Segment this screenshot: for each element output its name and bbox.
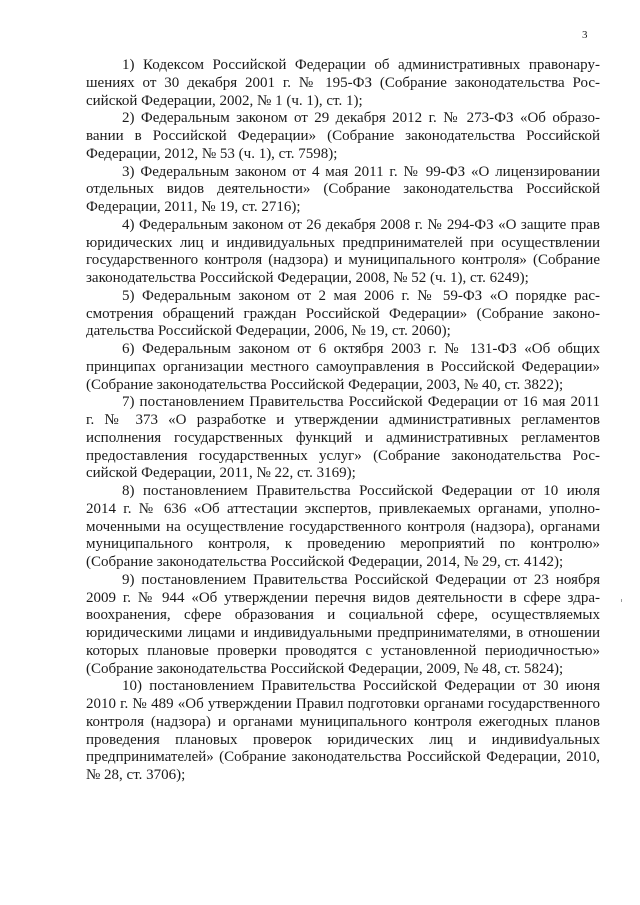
list-item: 1) Кодексом Российской Федерации об административных правонарушениях от 30 декабря 2001 г. № 195-ФЗ (Собрание законодательства Российской Федерации, 2002, № 1 (ч. 1), ст. 1);	[86, 57, 600, 109]
list-item: 10) постановлением Правительства Российской Федерации от 30 июня 2010 г. № 489 «Об утверждении Правил подготовки органами государственного контроля (надзора) и органами муниципального контроля ежегодных планов проведения плановых проверок юридических лиц и индивиdуальных предпринимателей» (Собрание законодательства Российской Федерации, 2010, № 28, ст. 3706);	[86, 678, 600, 783]
list-item: 6) Федеральным законом от 6 октября 2003 г. № 131-ФЗ «Об общих принципах организации местного самоуправления в Российской Федерации» (Собрание законодательства Российской Федерации, 2003, № 40, ст. 3822);	[86, 341, 600, 393]
list-item: 7) постановлением Правительства Российской Федерации от 16 мая 2011 г. № 373 «О разработке и утверждении административных регламентов исполнения государственных функций и административных регламентов предоставления государственных услуг» (Собрание законодательства Российской Федерации, 2011, № 22, ст. 3169);	[86, 394, 600, 482]
legal-acts-list	[86, 57, 600, 785]
list-item: 3) Федеральным законом от 4 мая 2011 г. № 99-ФЗ «О лицензировании отдельных видов деятельности» (Собрание законодательства Российской Федерации, 2011, № 19, ст. 2716);	[86, 163, 600, 215]
list-item: 4) Федеральным законом от 26 декабря 2008 г. № 294-ФЗ «О защите прав юридических лиц и индивидуальных предпринимателей при осуществлении государственного контроля (надзора) и муниципального контроля» (Собрание законодательства Российской Федерации, 2008, № 52 (ч. 1), ст. 6249);	[86, 216, 600, 286]
page-number: 3	[582, 29, 588, 41]
list-item: 9) постановлением Правительства Российской Федерации от 23 ноября 2009 г. № 944 «Об утверждении перечня видов деятельности в сфере здравоохранения, сфере образования и социальной сфере, осуществляемых юридическими лицами и индивидуальными предпринимателями, в отношении которых плановые проверки проводятся с установленной периодичностью» (Собрание законодательства Российской Федерации, 2009, № 48, ст. 5824);	[86, 571, 600, 677]
list-item: 8) постановлением Правительства Российской Федерации от 10 июля 2014 г. № 636 «Об аттестации экспертов, привлекаемых органами, уполномоченными на осуществление государственного контроля (надзора), органами муниципального контроля, к проведению мероприятий по контролю» (Собрание законодательства Российской Федерации, 2014, № 29, ст. 4142);	[86, 483, 600, 570]
list-item: 5) Федеральным законом от 2 мая 2006 г. № 59-ФЗ «О порядке рассмотрения обращений граждан Российской Федерации» (Собрание законодательства Российской Федерации, 2006, № 19, ст. 2060);	[86, 287, 600, 340]
list-item: 2) Федеральным законом от 29 декабря 2012 г. № 273-ФЗ «Об образовании в Российской Федерации» (Собрание законодательства Российской Федерации, 2012, № 53 (ч. 1), ст. 7598);	[86, 110, 600, 162]
scan-edge-mark	[621, 599, 622, 602]
